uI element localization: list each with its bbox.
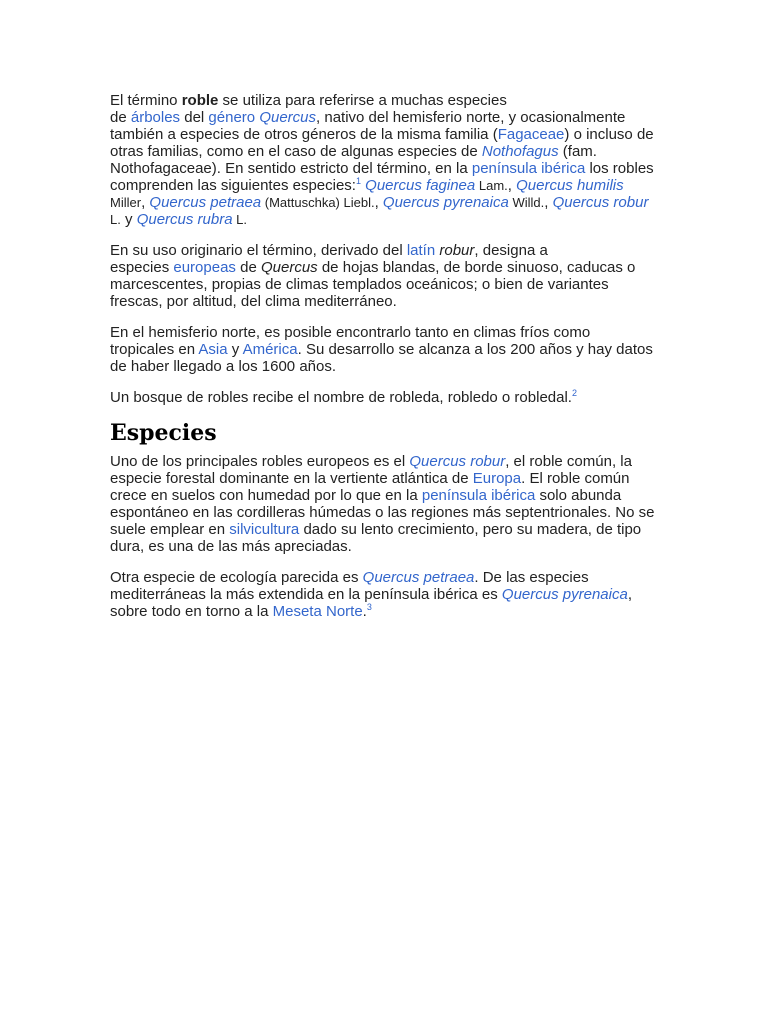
link-quercus-petraea[interactable] xyxy=(149,194,261,211)
intro-paragraph xyxy=(110,92,658,228)
text: , xyxy=(544,194,553,211)
link-peninsula-iberica[interactable]: península ibérica xyxy=(471,160,586,177)
link-quercus-robur-text: Quercus robur xyxy=(552,194,649,211)
link-quercus-text: Quercus xyxy=(259,109,317,126)
link-quercus-robur-text: Quercus robur xyxy=(409,453,506,470)
link-quercus[interactable] xyxy=(259,109,316,126)
forest-paragraph xyxy=(110,389,658,406)
text: ) o incluso de otras familias, como en el caso de algunas especies de xyxy=(110,126,654,160)
word-robur: robur xyxy=(439,242,475,259)
section-heading-especies: Especies xyxy=(110,420,217,446)
text: , xyxy=(507,177,517,194)
text: . Su desarrollo se alcanza a los 200 años y hay datos de haber llegado a los 1600 años. xyxy=(110,341,653,375)
link-nothofagus-text: Nothofagus xyxy=(481,143,559,160)
mediterranean-paragraph xyxy=(110,569,658,620)
link-arboles[interactable]: árboles xyxy=(130,109,181,126)
link-quercus-robur[interactable] xyxy=(553,194,649,211)
link-america[interactable]: América xyxy=(242,341,298,358)
link-latin[interactable]: latín xyxy=(406,242,436,259)
link-genero[interactable]: género xyxy=(208,109,256,126)
text: Un bosque de robles recibe el nombre de robleda, robledo o robledal. xyxy=(110,389,572,406)
link-quercus-pyrenaica-text: Quercus pyrenaica xyxy=(501,586,628,603)
reference-3[interactable] xyxy=(367,602,372,612)
author-abbrev: Willd. xyxy=(508,195,545,210)
link-europeas[interactable]: europeas xyxy=(173,259,236,276)
link-europa[interactable]: Europa xyxy=(472,470,522,487)
link-quercus-pyrenaica[interactable] xyxy=(383,194,509,211)
robur-paragraph xyxy=(110,453,658,555)
word-quercus: Quercus xyxy=(260,259,318,276)
text: , nativo del hemisferio norte, y ocasionalmente también a especies de otros géneros de la misma familia ( xyxy=(110,109,626,143)
author-abbrev: L. xyxy=(110,212,121,227)
reference-2-link[interactable]: 2 xyxy=(571,388,577,398)
link-quercus-faginea[interactable] xyxy=(365,177,475,194)
text: Uno de los principales robles europeos es el xyxy=(110,453,410,470)
link-quercus-faginea-text: Quercus faginea xyxy=(365,177,476,194)
text: , xyxy=(374,194,383,211)
text: los robles comprenden las siguientes especies: xyxy=(110,160,654,194)
link-quercus-humilis[interactable] xyxy=(516,177,624,194)
text: de xyxy=(110,109,131,126)
text: , sobre todo en torno a la xyxy=(110,586,632,620)
text: Otra especie de ecología parecida es xyxy=(110,569,363,586)
text: . El roble común crece en suelos con humedad por lo que en la xyxy=(110,470,630,504)
text: dado su lento crecimiento, pero su madera, de tipo dura, es una de las más apreciadas. xyxy=(110,521,642,555)
text: de hojas blandas, de borde sinuoso, caducas o marcescentes, propias de climas templados oceánicos; o bien de variantes frescas, por altitud, del clima mediterráneo. xyxy=(110,259,636,310)
article-body xyxy=(110,92,658,634)
text: El término xyxy=(110,92,182,109)
link-quercus-humilis-text: Quercus humilis xyxy=(516,177,624,194)
link-quercus-rubra[interactable] xyxy=(137,211,233,228)
text: se utiliza para referirse a muchas especies xyxy=(218,92,507,109)
reference-1-link[interactable]: 1 xyxy=(355,176,361,186)
text: de xyxy=(235,259,261,276)
link-quercus-petraea[interactable] xyxy=(363,569,475,586)
text: y xyxy=(227,341,243,358)
author-abbrev: Lam. xyxy=(475,178,508,193)
reference-2[interactable] xyxy=(572,388,577,398)
link-peninsula-iberica[interactable]: península ibérica xyxy=(421,487,536,504)
link-fagaceae[interactable]: Fagaceae xyxy=(497,126,565,143)
text: . xyxy=(362,603,367,620)
text: , xyxy=(141,194,150,211)
text: especies xyxy=(110,259,174,276)
text: (fam. Nothofagaceae). En sentido estricto del término, en la xyxy=(110,143,597,177)
distribution-paragraph xyxy=(110,324,658,375)
link-nothofagus[interactable] xyxy=(482,143,559,160)
link-meseta-norte[interactable]: Meseta Norte xyxy=(272,603,363,620)
text: , el roble común, la especie forestal dominante en la vertiente atlántica de xyxy=(110,453,632,487)
text: y xyxy=(120,211,137,228)
text: del xyxy=(180,109,209,126)
author-abbrev: (Mattuschka) Liebl. xyxy=(261,195,375,210)
link-quercus-petraea-text: Quercus petraea xyxy=(362,569,475,586)
link-quercus-rubra-text: Quercus rubra xyxy=(136,211,233,228)
reference-3-link[interactable]: 3 xyxy=(366,602,372,612)
text: En su uso originario el término, derivado del xyxy=(110,242,407,259)
author-abbrev: Miller xyxy=(110,195,142,210)
link-quercus-pyrenaica-text: Quercus pyrenaica xyxy=(382,194,509,211)
text: . De las especies mediterráneas la más extendida en la península ibérica es xyxy=(110,569,589,603)
author-abbrev: L. xyxy=(232,212,248,227)
text: solo abunda espontáneo en las cordilleras húmedas o las regiones más septentrionales. No se suele emplear en xyxy=(110,487,655,538)
text: , designa a xyxy=(474,242,548,259)
link-quercus-robur[interactable] xyxy=(409,453,505,470)
link-quercus-petraea-text: Quercus petraea xyxy=(149,194,262,211)
link-silvicultura[interactable]: silvicultura xyxy=(229,521,300,538)
text: En el hemisferio norte, es posible encontrarlo tanto en climas fríos como tropicales en xyxy=(110,324,591,358)
link-asia[interactable]: Asia xyxy=(198,341,228,358)
term-roble: roble xyxy=(181,92,219,109)
origin-paragraph xyxy=(110,242,658,310)
link-quercus-pyrenaica[interactable] xyxy=(502,586,628,603)
